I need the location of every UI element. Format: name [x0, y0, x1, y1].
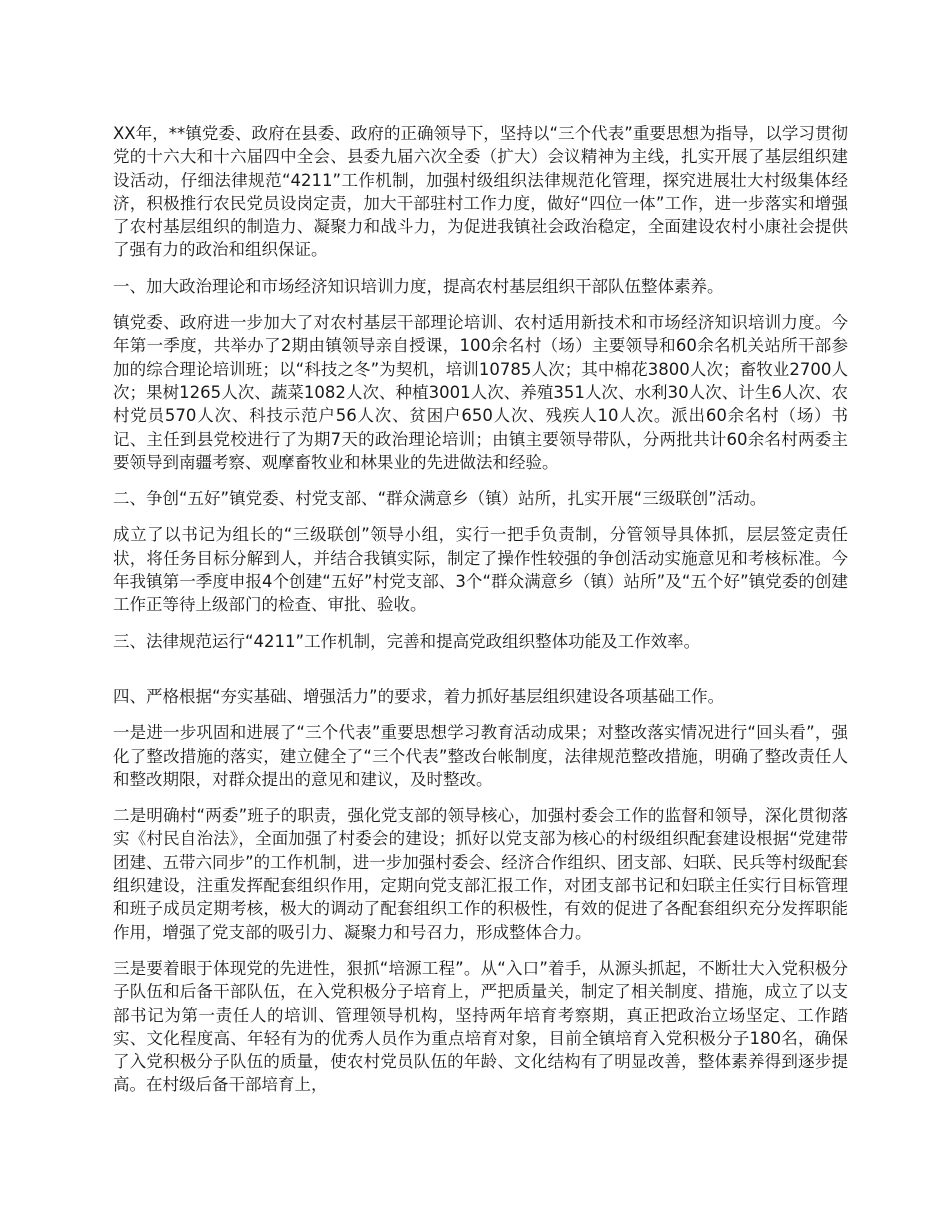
- section-heading-1: 一、加大政治理论和市场经济知识培训力度，提高农村基层组织干部队伍整体素养。: [113, 276, 724, 296]
- body-paragraph: 二是明确村“两委”班子的职责，强化党支部的领导核心，加强村委会工作的监督和领导，深化贯彻落实《村民自治法》，全面加强了村委会的建设；抓好以党支部为核心的村级组织配套建设根据“党建带团建、五带六同步”的工作机制，进一步加强村委会、经济合作组织、团支部、妇联、民兵等村级配套组织建设，注重发挥配套组织作用，定期向党支部汇报工作，对团支部书记和妇联主任实行目标管理和班子成员定期考核，极大的调动了配套组织工作的积极性，有效的促进了各配套组织充分发挥职能作用，增强了党支部的吸引力、凝聚力和号召力，形成整体合力。: [113, 806, 848, 942]
- section-heading-2: 二、争创“五好”镇党委、村党支部、“群众满意乡（镇）站所，扎实开展“三级联创”活动。: [113, 489, 767, 509]
- intro-paragraph: XX年，**镇党委、政府在县委、政府的正确领导下，坚持以“三个代表”重要思想为指导，以学习贯彻党的十六大和十六届四中全会、县委九届六次全委（扩大）会议精神为主线，扎实开展了基层组织建设活动，仔细法律规范“4211”工作机制，加强村级组织法律规范化管理，探究进展壮大村级集体经济，积极推行农民党员设岗定责，加大干部驻村工作力度，做好“四位一体”工作，进一步落实和增强了农村基层组织的制造力、凝聚力和战斗力，为促进我镇社会政治稳定，全面建设农村小康社会提供了强有力的政治和组织保证。: [113, 124, 848, 260]
- body-paragraph: 三是要着眼于体现党的先进性，狠抓“培源工程”。从“入口”着手，从源头抓起，不断壮大入党积极分子队伍和后备干部队伍，在入党积极分子培育上，严把质量关，制定了相关制度、措施，成立了以支部书记为第一责任人的培训、管理领导机构，坚持两年培育考察期，真正把政治立场坚定、工作踏实、文化程度高、年轻有为的优秀人员作为重点培育对象，目前全镇培育入党积极分子180名，确保了入党积极分子队伍的质量，使农村党员队伍的年龄、文化结构有了明显改善，整体素养得到逐步提高。在村级后备干部培育上，: [113, 958, 848, 1095]
- document-body: [113, 122, 848, 1110]
- body-paragraph: 一是进一步巩固和进展了“三个代表”重要思想学习教育活动成果；对整改落实情况进行“回头看”，强化了整改措施的落实，建立健全了“三个代表”整改台帐制度，法律规范整改措施，明确了整改责任人和整改期限，对群众提出的意见和建议，及时整改。: [113, 723, 848, 789]
- body-paragraph: 镇党委、政府进一步加大了对农村基层干部理论培训、农村适用新技术和市场经济知识培训力度。今年第一季度，共举办了2期由镇领导亲自授课，100余名村（场）主要领导和60余名机关站所干部参加的综合理论培训班；以“科技之冬”为契机，培训10785人次；其中棉花3800人次；畜牧业2700人次；果树1265人次、蔬菜1082人次、种植3001人次、养殖351人次、水利30人次、计生6人次、农村党员570人次、科技示范户56人次、贫困户650人次、残疾人10人次。派出60余名村（场）书记、主任到县党校进行了为期7天的政治理论培训；由镇主要领导带队，分两批共计60余名村两委主要领导到南疆考察、观摩畜牧业和林果业的先进做法和经验。: [113, 313, 848, 472]
- section-heading-3: 三、法律规范运行“4211”工作机制，完善和提高党政组织整体功能及工作效率。: [113, 631, 701, 651]
- section-heading-4: 四、严格根据“夯实基础、增强活力”的要求，着力抓好基层组织建设各项基础工作。: [113, 686, 725, 706]
- body-paragraph: 成立了以书记为组长的“三级联创”领导小组，实行一把手负责制，分管领导具体抓，层层签定责任状，将任务目标分解到人，并结合我镇实际，制定了操作性较强的争创活动实施意见和考核标准。今年我镇第一季度申报4个创建“五好”村党支部、3个“群众满意乡（镇）站所”及“五个好”镇党委的创建工作正等待上级部门的检查、审批、验收。: [113, 525, 848, 615]
